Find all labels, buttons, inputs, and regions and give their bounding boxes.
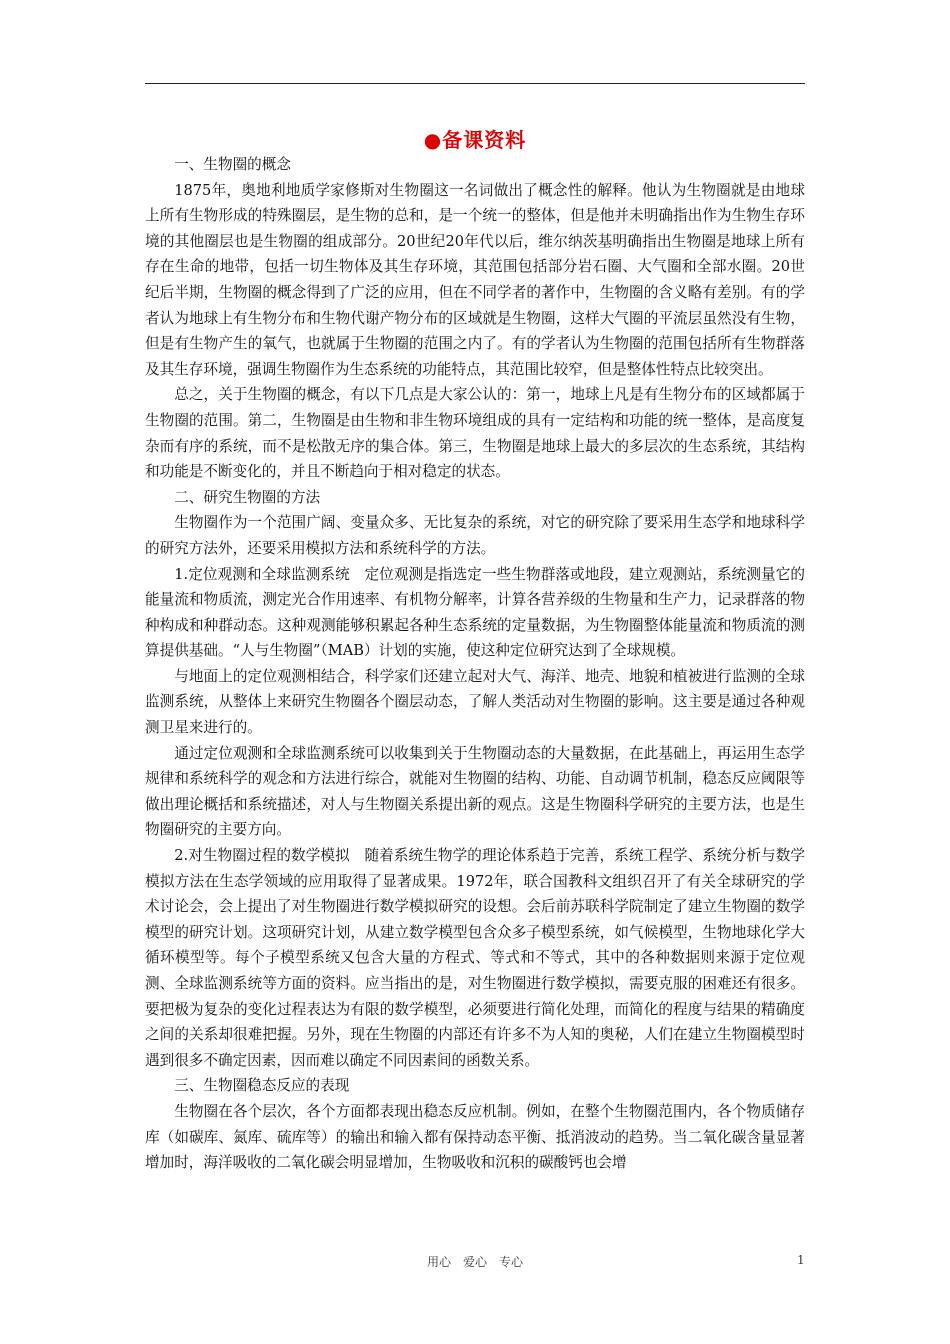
paragraph: 1875年，奥地利地质学家修斯对生物圈这一名词做出了概念性的解释。他认为生物圈就是由地球上所有生物形成的特殊圈层，是生物的总和，是一个统一的整体，但是他并未明确指出作为生物生存环境的其他圈层也是生物圈的组成部分。20世纪20年代以后，维尔纳茨基明确指出生物圈是地球上所有存在生命的地带，包括一切生物体及其生存环境，其范围包括部分岩石圈、大气圈和全部水圈。20世纪后半期，生物圈的概念得到了广泛的应用，但在不同学者的著作中，生物圈的含义略有差别。有的学者认为地球上有生物分布和生物代谢产物分布的区域就是生物圈，这样大气圈的平流层虽然没有生物，但是有生物产生的氧气，也就属于生物圈的范围之内了。有的学者认为生物圈的范围包括所有生物群落及其生存环境，强调生物圈作为生态系统的功能特点，其范围比较窄，但是整体性特点比较突出。 xyxy=(145,181,805,378)
paragraph: 生物圈作为一个范围广阔、变量众多、无比复杂的系统，对它的研究除了要采用生态学和地球科学的研究方法外，还要采用模拟方法和系统科学的方法。 xyxy=(145,514,805,557)
paragraph: 1.定位观测和全球监测系统 定位观测是指选定一些生物群落或地段，建立观测站，系统测量它的能量流和物质流，测定光合作用速率、有机物分解率，计算各营养级的生物量和生产力，记录群落的物种构成和种群动态。这种观测能够积累起各种生态系统的定量数据，为生物圈整体能量流和物质流的测算提供基础。“人与生物圈”（MAB）计划的实施，使这种定位研究达到了全球规模。 xyxy=(145,565,805,660)
paragraph: 2.对生物圈过程的数学模拟 随着系统生物学的理论体系趋于完善，系统工程学、系统分析与数学模拟方法在生态学领域的应用取得了显著成果。1972年，联合国教科文组织召开了有关全球研究的学术讨论会，会上提出了对生物圈进行数学模拟研究的设想。会后前苏联科学院制定了建立生物圈的数学模型的研究计划。这项研究计划，从建立数学模型包含众多子模型系统，如气候模型，生物地球化学大循环模型等。每个子模型系统又包含大量的方程式、等式和不等式，其中的各种数据则来源于定位观测、全球监测系统等方面的资料。应当指出的是，对生物圈进行数学模拟，需要克服的困难还有很多。要把极为复杂的变化过程表达为有限的数学模型，必须要进行简化处理，而简化的程度与结果的精确度之间的关系却很难把握。另外，现在生物圈的内部还有许多不为人知的奥秘，人们在建立生物圈模型时遇到很多不确定因素，因而难以确定不同因素间的函数关系。 xyxy=(145,847,805,1069)
section-heading: 一、生物圈的概念 xyxy=(174,156,291,173)
page-number: 1 xyxy=(797,1253,805,1267)
section-heading: 二、研究生物圈的方法 xyxy=(174,488,321,506)
paragraph: 生物圈在各个层次，各个方面都表现出稳态反应机制。例如，在整个生物圈范围内，各个物质储存库（如碳库、氮库、硫库等）的输出和输入都有保持动态平衡、抵消波动的趋势。当二氧化碳含量显著增加时，海洋吸收的二氧化碳会明显增加，生物吸收和沉积的碳酸钙也会增 xyxy=(145,1102,805,1172)
section-heading: 三、生物圈稳态反应的表现 xyxy=(174,1077,350,1095)
page-footer: 用心 爱心 专心 xyxy=(426,1255,523,1269)
document-body xyxy=(145,152,805,1176)
page-title: ●备课资料 xyxy=(423,128,527,152)
paragraph: 与地面上的定位观测相结合，科学家们还建立起对大气、海洋、地壳、地貌和植被进行监测的全球监测系统，从整体上来研究生物圈各个圈层动态，了解人类活动对生物圈的影响。这主要是通过各种观测卫星来进行的。 xyxy=(145,667,805,737)
header-rule xyxy=(145,83,805,84)
paragraph: 总之，关于生物圈的概念，有以下几点是大家公认的：第一，地球上凡是有生物分布的区域都属于生物圈的范围。第二，生物圈是由生物和非生物环境组成的具有一定结构和功能的统一整体，是高度复杂而有序的系统，而不是松散无序的集合体。第三，生物圈是地球上最大的多层次的生态系统，其结构和功能是不断变化的，并且不断趋向于相对稳定的状态。 xyxy=(145,386,805,481)
paragraph: 通过定位观测和全球监测系统可以收集到关于生物圈动态的大量数据，在此基础上，再运用生态学规律和系统科学的观念和方法进行综合，就能对生物圈的结构、功能、自动调节机制，稳态反应阈限等做出理论概括和系统描述，对人与生物圈关系提出新的观点。这是生物圈科学研究的主要方法，也是生物圈研究的主要方向。 xyxy=(145,744,805,839)
